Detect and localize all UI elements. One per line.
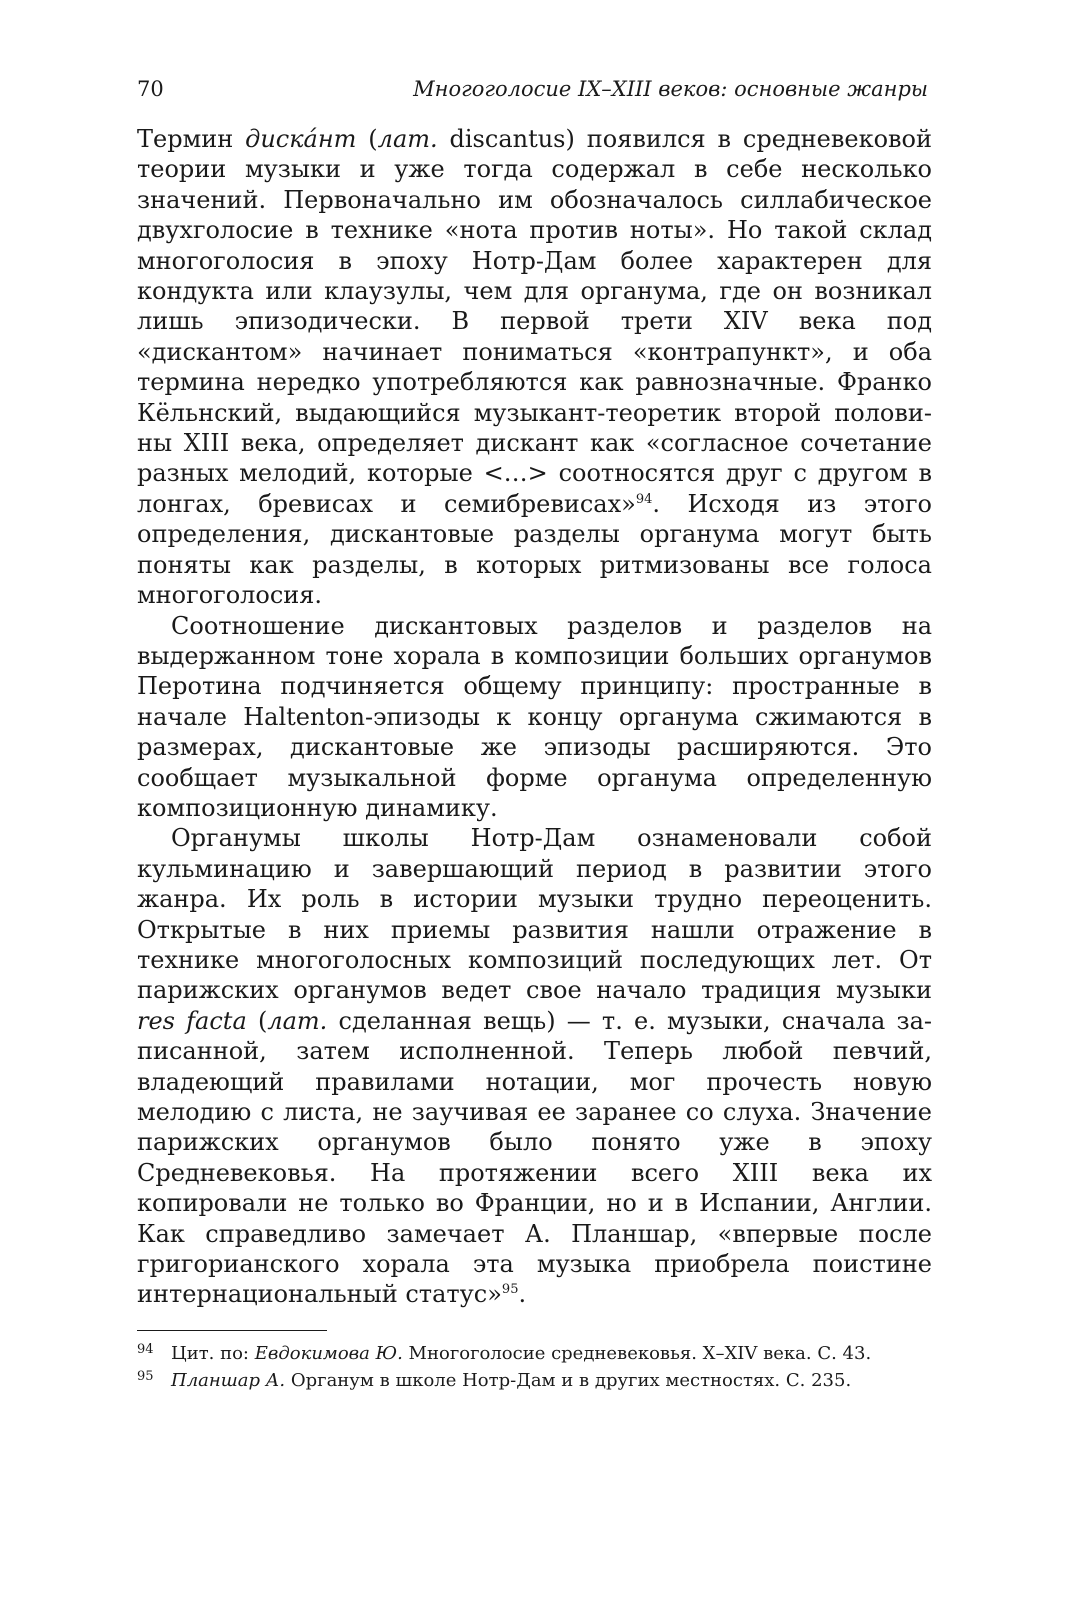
paragraph (137, 124, 932, 611)
footnote-text (171, 1370, 851, 1391)
text-run: ( (246, 1006, 268, 1035)
footnote-separator (137, 1330, 327, 1331)
text-run: . (518, 1280, 527, 1309)
italic-run: дискáнт (245, 125, 357, 153)
text-run: Органумы школы Нотр-Дам ознаменовали собой кульминацию и завершающий период в развитии этого жанра. Их роль в истории музыки трудно переоценить. Открытые в них приемы развития нашли отражение в технике многоголосных композиций последующих лет. От парижских органумов ведет свое начало традиция музыки (137, 824, 932, 1005)
page-number: 70 (137, 77, 164, 101)
text-run: сделанная вещь) — т. е. музыки, сначала записанной, затем исполненной. Теперь любой певчий, владеющий правилами нотации, мог прочесть новую мелодию с листа, не заучивая ее заранее со слуха. Значение парижских органумов было понято уже в эпоху Средневековья. На протяжении всего XIII века их копировали не только во Франции, но и в Испании, Англии. Как справедливо замечает А. Планшар, «впервые после григорианского хорала эта музыка приобрела поистине интернациональный статус» (137, 1006, 932, 1309)
paragraph (137, 823, 932, 1310)
body-text (137, 124, 932, 1310)
text-run: ( (356, 125, 378, 153)
text-run: discantus) появился в средневековой теории музыки и уже тогда содержал в себе несколько значений. Первоначально им обозначалось силлабическое двухголосие в технике «нота против ноты». Но такой склад многоголосия в эпоху Нотр-Дам более характерен для кондукта или клаузулы, чем для органума, где он возникал лишь эпизодически. В первой трети XIV века под «дискантом» начинает пониматься «контрапункт», и оба термина нередко употребляются как равнозначные. Франко Кёльнский, выдающийся музыкант-теоретик второй половины XIII века, определяет дискант как «согласное сочетание разных мелодий, которые <…> соотносятся друг с другом в лонгах, бревисах и семибревисах» (137, 125, 932, 518)
text-run: Цит. по: (171, 1343, 255, 1364)
running-head: Многоголосие IX–XIII веков: основные жанры (413, 77, 928, 101)
footnote-number: 95 (137, 1369, 154, 1384)
footnote (137, 1340, 932, 1367)
footnote-number: 94 (137, 1342, 154, 1357)
italic-run: Планшар А. (171, 1370, 286, 1391)
paragraph (137, 611, 932, 824)
footnote-text (171, 1343, 871, 1364)
italic-run: Евдокимова Ю. (254, 1343, 403, 1364)
text-run: Многоголосие средневековья. X–XIV века. С. 43. (402, 1343, 872, 1364)
footnote-ref: 95 (501, 1282, 519, 1298)
italic-run: лат. (267, 1006, 328, 1035)
text-run: . Исходя из этого определения, дискантовые разделы органума могут быть поняты как разделы, в которых ритмизованы все голоса многоголосия. (137, 489, 932, 610)
italic-run: лат. (377, 125, 438, 153)
italic-run: res facta (137, 1006, 247, 1035)
footnote-ref: 94 (635, 491, 653, 507)
text-run: Термин (137, 125, 246, 153)
footnote (137, 1367, 932, 1394)
text-run: Соотношение дискантовых разделов и разделов на выдержанном тоне хорала в композиции больших органумов Перотина подчиняется общему принципу: пространные в начале Haltenton-эпизоды к концу органума сжимаются в размерах, дискантовые же эпизоды расширяются. Это сообщает музыкальной форме органума определенную композиционную динамику. (137, 611, 932, 822)
text-run: Органум в школе Нотр-Дам и в других местностях. С. 235. (285, 1370, 852, 1391)
footnotes (137, 1340, 932, 1394)
